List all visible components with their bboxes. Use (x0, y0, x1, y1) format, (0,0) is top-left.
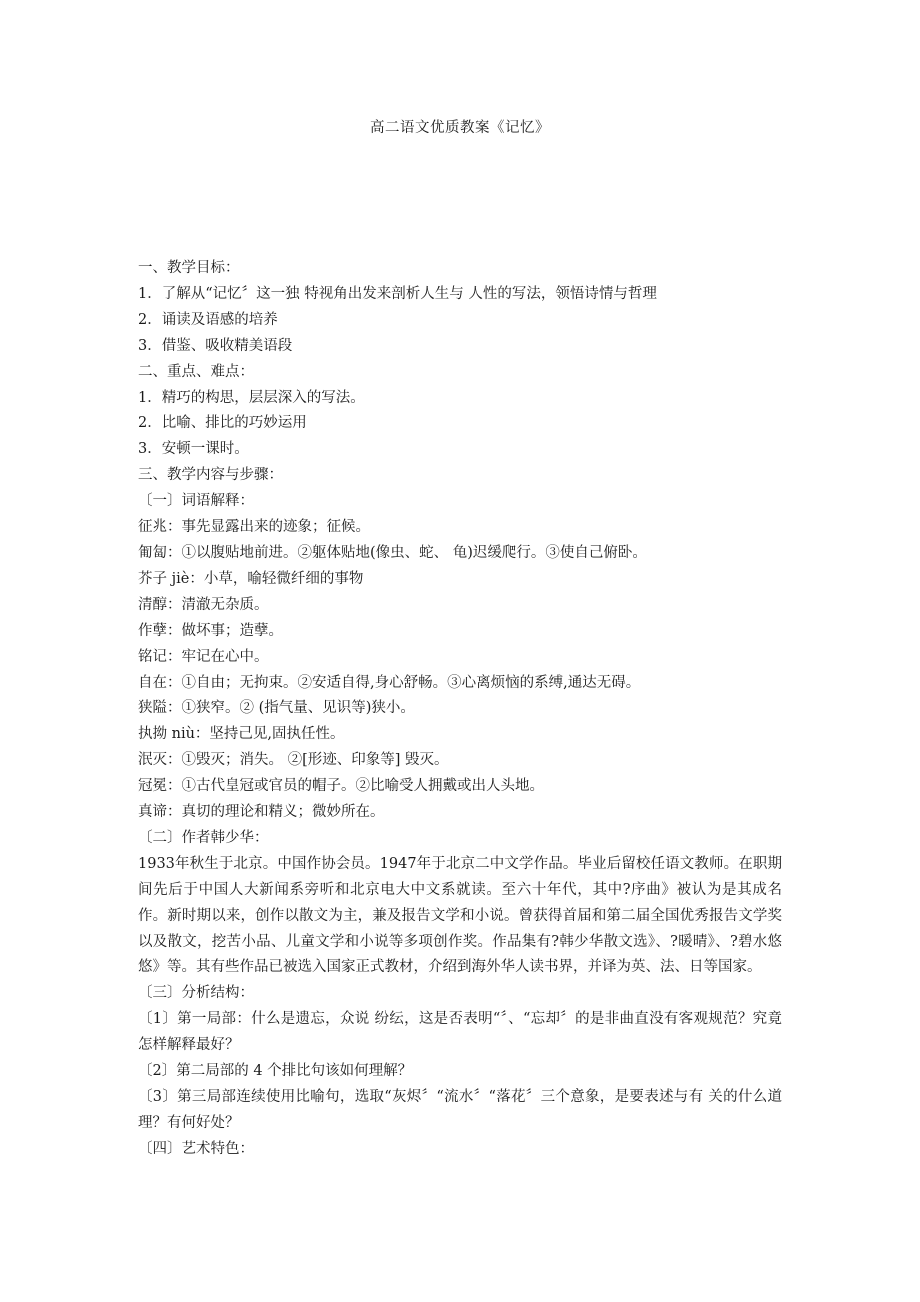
vocabulary-entry: 清醇：清澈无杂质。 (138, 596, 269, 613)
section-heading-key-points: 二、重点、难点： (138, 363, 254, 380)
vocabulary-entry: 冠冕：①古代皇冠或官员的帽子。②比喻受人拥戴或出人头地。 (138, 778, 544, 795)
structure-question-1: 〔1〕第一局部：什么是遗忘，众说 纷纭，这是否表明“〞、“忘却〞的是非曲直没有客观规范？究竟怎样解释最好？ (138, 1011, 782, 1054)
page-title: 高二语文优质教案《记忆》 (370, 120, 550, 136)
objective-item: 3．借鉴、吸收精美语段 (138, 337, 293, 354)
document-body (138, 256, 782, 1163)
key-point-item: 1．精巧的构思，层层深入的写法。 (138, 389, 365, 406)
key-point-item: 3．安顿一课时。 (138, 441, 249, 458)
vocabulary-entry: 狭隘：①狭窄。② (指气量、见识等)狭小。 (138, 700, 415, 717)
subsection-heading-author: 〔二〕作者韩少华： (138, 829, 269, 846)
section-heading-content-steps: 三、教学内容与步骤： (138, 467, 283, 484)
objective-item: 2．诵读及语感的培养 (138, 311, 278, 328)
vocabulary-entry: 匍匐：①以腹贴地前进。②躯体贴地(像虫、蛇、 龟)迟缓爬行。③使自己俯卧。 (138, 544, 647, 561)
vocabulary-entry: 征兆：事先显露出来的迹象；征候。 (138, 519, 370, 536)
subsection-heading-vocabulary: 〔一〕词语解释： (138, 493, 254, 510)
vocabulary-entry: 真谛：真切的理论和精义；微妙所在。 (138, 804, 385, 821)
subsection-heading-art-features: 〔四〕艺术特色： (138, 1140, 254, 1157)
vocabulary-entry: 自在：①自由；无拘束。②安适自得,身心舒畅。③心离烦恼的系缚,通达无碍。 (138, 674, 641, 691)
vocabulary-entry: 泯灭：①毁灭；消失。 ②[形迹、印象等] 毁灭。 (138, 752, 449, 769)
section-heading-objectives: 一、教学目标： (138, 260, 240, 276)
key-point-item: 2．比喻、排比的巧妙运用 (138, 415, 307, 432)
subsection-heading-structure: 〔三〕分析结构： (138, 985, 254, 1002)
vocabulary-entry: 执拗 niù：坚持己见,固执任性。 (138, 726, 345, 743)
objective-item: 1．了解从“记忆〞这一独 特视角出发来剖析人生与 人性的写法，领悟诗情与哲理 (138, 285, 657, 302)
vocabulary-entry: 作孽：做坏事；造孽。 (138, 622, 283, 639)
structure-question-3: 〔3〕第三局部连续使用比喻句，选取“灰烬〞“流水〞“落花〞三个意象，是要表述与有 关的什么道理？有何好处？ (138, 1089, 782, 1131)
vocabulary-entry: 铭记：牢记在心中。 (138, 648, 269, 665)
vocabulary-entry: 芥子 jiè：小草，喻轻微纤细的事物 (138, 570, 364, 587)
author-paragraph: 1933年秋生于北京。中国作协会员。1947年于北京二中文学作品。毕业后留校任语文教师。在职期间先后于中国人大新闻系旁听和北京电大中文系就读。至六十年代，其中?序曲》被认为是其成名作。新时期以来，创作以散文为主，兼及报告文学和小说。曾获得首届和第二届全国优秀报告文学奖以及散文，挖苦小品、儿童文学和小说等多项创作奖。作品集有?韩少华散文选》、?暖晴》、?碧水悠悠》等。其有些作品已被选入国家正式教材，介绍到海外华人读书界，并译为英、法、日等国家。 (138, 855, 782, 976)
structure-question-2: 〔2〕第二局部的 4 个排比句该如何理解？ (138, 1063, 413, 1080)
